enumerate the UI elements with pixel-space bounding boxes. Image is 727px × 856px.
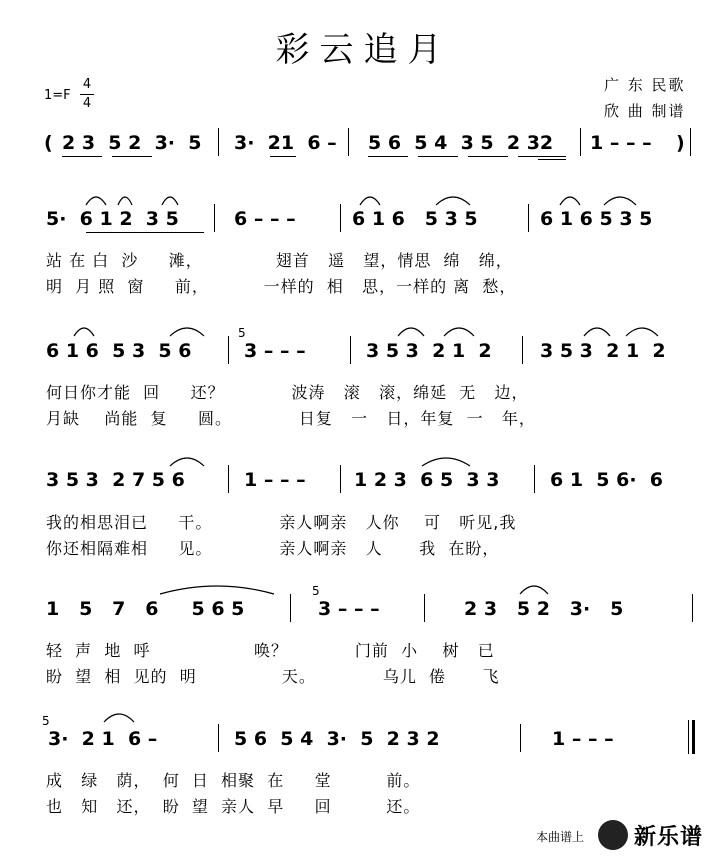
measure-notes: 1 – – – bbox=[590, 132, 652, 154]
measure-notes: 6 1 5 6· 6 bbox=[550, 469, 664, 491]
slur-arc bbox=[360, 197, 380, 205]
lyrics-verse-2: 明 月 照 窗 前， 一样的 相 思，一样的 离 愁， bbox=[46, 277, 517, 296]
grace-note: 5 bbox=[312, 584, 320, 598]
song-title: 彩云追月 bbox=[275, 30, 452, 70]
slur-arc bbox=[170, 458, 204, 466]
slur-arc bbox=[422, 458, 470, 466]
record-icon bbox=[598, 820, 628, 850]
measure-notes: 5 6 5 4 3 5 2 32 bbox=[368, 132, 554, 154]
time-signature-top: 4 bbox=[82, 77, 92, 92]
slur-arc bbox=[444, 328, 474, 336]
measure-notes: 5· 6 1 2 3 5 bbox=[46, 208, 179, 230]
slur-arc bbox=[104, 714, 134, 722]
slur-arc bbox=[162, 197, 178, 205]
grace-note: 5 bbox=[42, 714, 50, 728]
measure-notes: 2 3 5 2 3· 5 bbox=[62, 132, 202, 154]
source-label: 本曲谱上 bbox=[536, 830, 585, 844]
measure-notes: 5 6 5 4 3· 5 2 3 2 bbox=[234, 728, 440, 750]
lyrics-verse-1: 站 在 白 沙 滩， 翅首 遥 望，情思 绵 绵， bbox=[46, 251, 513, 270]
measure-notes: 6 – – – bbox=[234, 208, 296, 230]
slur-arc bbox=[118, 197, 132, 205]
paren-open: ( bbox=[44, 132, 53, 154]
measure-notes: 3· 2 1 6 – bbox=[48, 728, 158, 750]
slur-arc bbox=[398, 328, 424, 336]
lyrics-verse-1: 我的相思泪已 干。 亲人啊亲 人你 可 听见,我 bbox=[46, 513, 517, 532]
slur-arc bbox=[74, 328, 94, 336]
measure-notes: 6 1 6 5 3 5 bbox=[352, 208, 478, 230]
slur-arc bbox=[604, 197, 636, 205]
measure-notes: 1 – – – bbox=[552, 728, 614, 750]
measure-notes: 3· 21 6 – bbox=[234, 132, 337, 154]
measure-notes: 1 – – – bbox=[244, 469, 306, 491]
slur-arc bbox=[160, 586, 274, 594]
lyrics-verse-2: 也 知 还， 盼 望 亲人 早 回 还。 bbox=[46, 797, 421, 816]
measure-notes: 3 5 3 2 1 2 bbox=[366, 340, 492, 362]
lyrics-verse-2: 你还相隔难相 见。 亲人啊亲 人 我 在盼， bbox=[46, 539, 500, 558]
measure-notes: 6 1 6 5 3 5 bbox=[540, 208, 653, 230]
paren-close: ) bbox=[676, 132, 685, 154]
slur-arc bbox=[520, 586, 548, 594]
slur-arc bbox=[584, 328, 610, 336]
lyrics-verse-2: 盼 望 相 见的 明 天。 乌儿 倦 飞 bbox=[46, 667, 500, 686]
credit-genre: 广 东 民歌 bbox=[604, 76, 686, 94]
slur-arc bbox=[626, 328, 658, 336]
lyrics-verse-1: 成 绿 荫， 何 日 相聚 在 堂 前。 bbox=[46, 771, 421, 790]
slur-arc bbox=[86, 197, 106, 205]
lyrics-verse-1: 何日你才能 回 还？ 波涛 滚 滚，绵延 无 边， bbox=[46, 383, 529, 402]
slur-arc bbox=[560, 197, 580, 205]
lyrics-verse-2: 月缺 尚能 复 圆。 日复 一 日，年复 一 年， bbox=[46, 409, 536, 428]
measure-notes: 1 5 7 6 5 6 5 bbox=[46, 598, 245, 620]
measure-notes: 6 1 6 5 3 5 6 bbox=[46, 340, 192, 362]
measure-notes: 3 5 3 2 7 5 6 bbox=[46, 469, 185, 491]
lyrics-verse-1: 轻 声 地 呼 唤？ 门前 小 树 已 bbox=[46, 641, 495, 660]
brand-logo: 新乐谱 bbox=[634, 825, 704, 850]
measure-notes: 3 – – – bbox=[244, 340, 306, 362]
time-signature-bottom: 4 bbox=[82, 96, 92, 111]
measure-notes: 2 3 5 2 3· 5 bbox=[464, 598, 624, 620]
measure-notes: 3 – – – bbox=[318, 598, 380, 620]
measure-notes: 3 5 3 2 1 2 bbox=[540, 340, 666, 362]
key-signature: 1=F bbox=[44, 88, 71, 103]
slur-arc bbox=[436, 197, 470, 205]
slur-arc bbox=[170, 328, 204, 336]
grace-note: 5 bbox=[238, 326, 246, 340]
measure-notes: 1 2 3 6 5 3 3 bbox=[354, 469, 500, 491]
credit-arranger: 欣 曲 制谱 bbox=[604, 102, 686, 120]
